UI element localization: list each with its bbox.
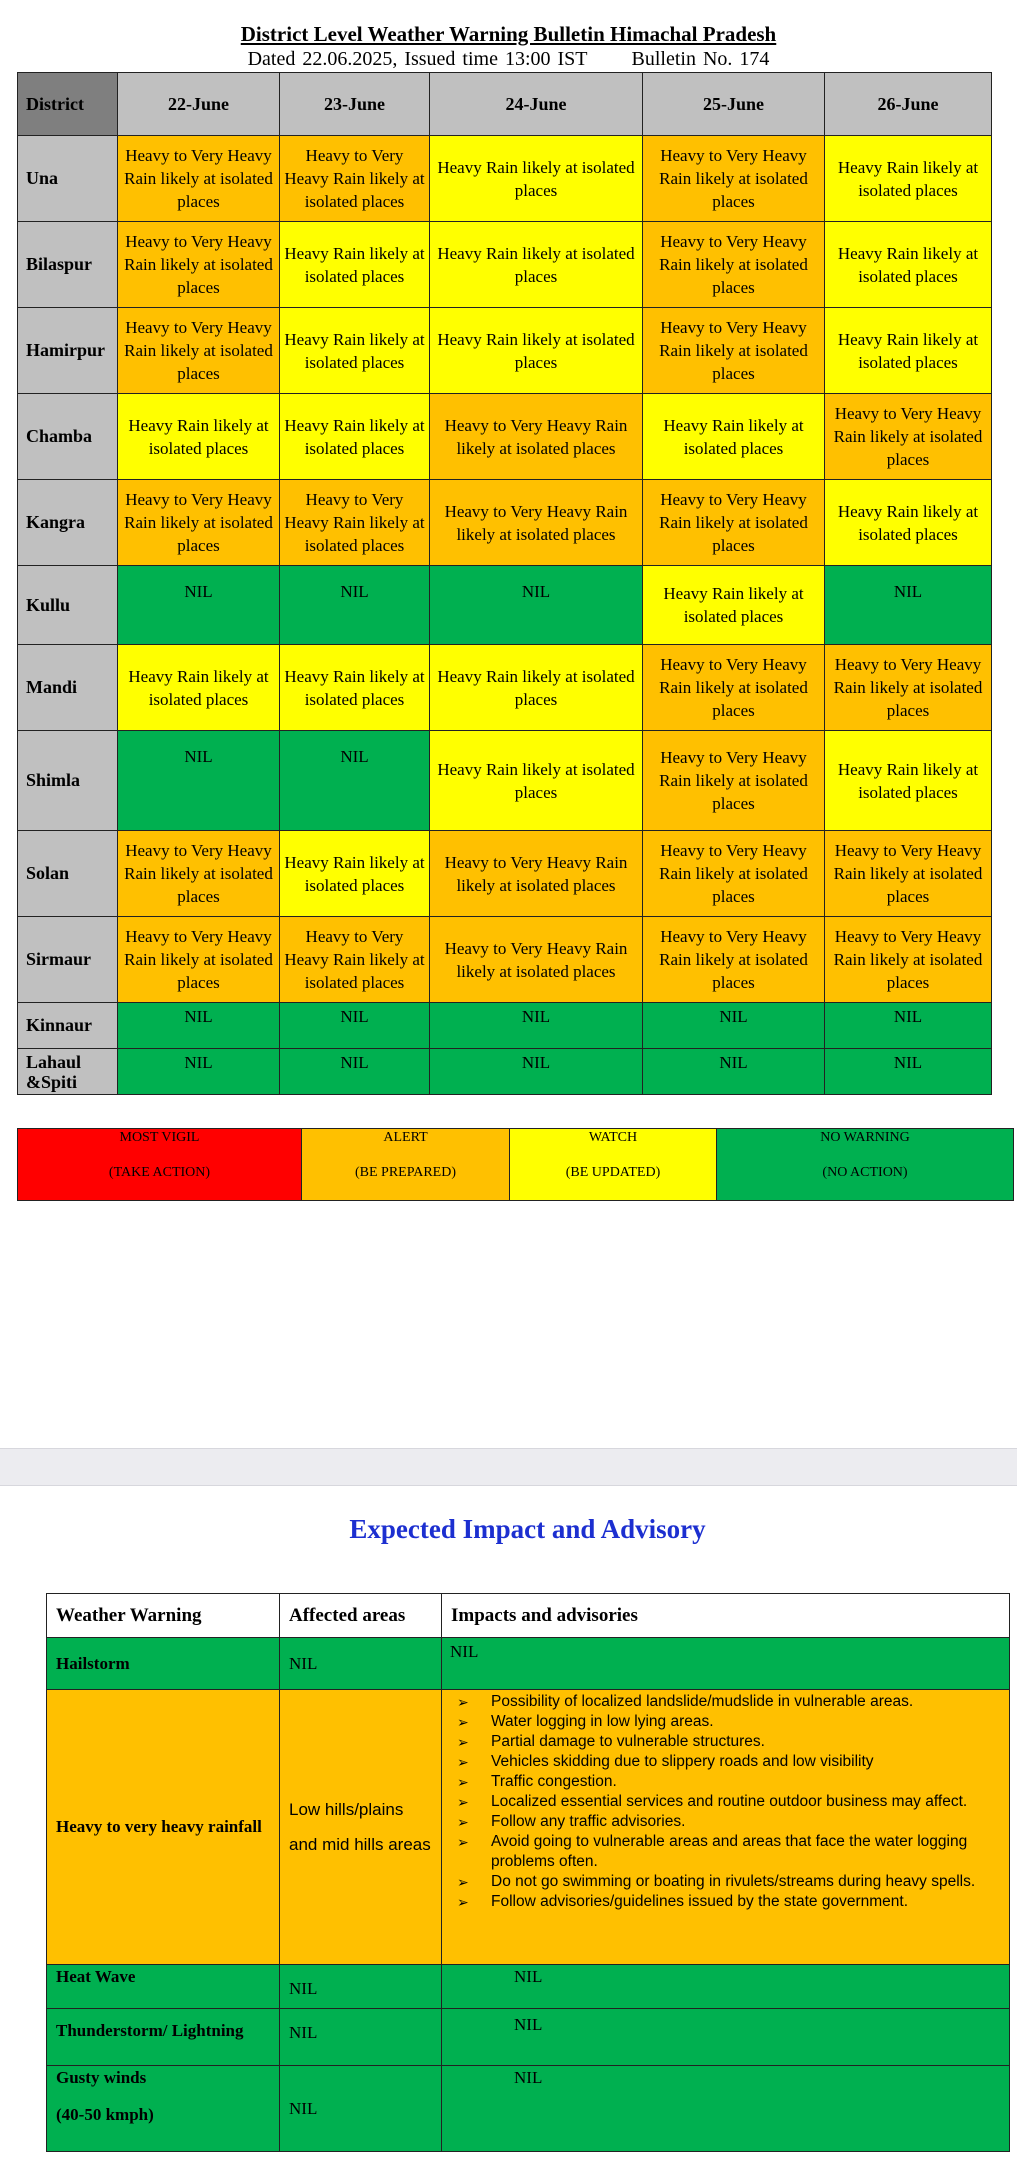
warning-cell: Heavy Rain likely at isolated places: [430, 731, 643, 831]
impact-text: Localized essential services and routine outdoor business may affect.: [491, 1793, 968, 1810]
warning-cell: Heavy to Very Heavy Rain likely at isolated places: [280, 136, 430, 222]
warning-cell: NIL: [118, 1003, 280, 1049]
district-row: [18, 831, 992, 917]
warning-cell: Heavy to Very Heavy Rain likely at isolated places: [430, 394, 643, 480]
advisory-header-row: [47, 1594, 1010, 1638]
warning-cell: Heavy to Very Heavy Rain likely at isolated places: [643, 831, 825, 917]
district-name: Solan: [18, 831, 118, 917]
warning-cell: Heavy Rain likely at isolated places: [430, 645, 643, 731]
impact-item: [457, 1892, 1009, 1912]
date-header: 24-June: [430, 73, 643, 136]
arrow-bullet-icon: ➢: [457, 1814, 469, 1830]
district-row: [18, 222, 992, 308]
district-row: [18, 731, 992, 831]
arrow-bullet-icon: ➢: [457, 1734, 469, 1750]
warning-cell: Heavy to Very Heavy Rain likely at isolated places: [643, 222, 825, 308]
affected-areas: NIL: [280, 2009, 442, 2066]
warning-cell: Heavy Rain likely at isolated places: [118, 394, 280, 480]
warning-cell: Heavy Rain likely at isolated places: [825, 308, 992, 394]
bulletin-page-2: [0, 1486, 1017, 2163]
warning-cell: Heavy to Very Heavy Rain likely at isolated places: [643, 731, 825, 831]
warning-cell: Heavy to Very Heavy Rain likely at isolated places: [430, 480, 643, 566]
district-name: Mandi: [18, 645, 118, 731]
warning-cell: NIL: [430, 1003, 643, 1049]
advisory-row-thunderstorm: [47, 2009, 1010, 2066]
warning-cell: Heavy Rain likely at isolated places: [825, 222, 992, 308]
advisory-header-areas: Affected areas: [280, 1594, 442, 1638]
warning-cell: NIL: [825, 566, 992, 645]
warning-cell: NIL: [430, 1049, 643, 1095]
warning-cell: NIL: [825, 1049, 992, 1095]
impact-text: Follow advisories/guidelines issued by the state government.: [491, 1893, 909, 1910]
warning-cell: Heavy to Very Heavy Rain likely at isolated places: [825, 831, 992, 917]
warning-cell: Heavy Rain likely at isolated places: [280, 222, 430, 308]
impact-item: [457, 1832, 1009, 1872]
district-name: Kullu: [18, 566, 118, 645]
advisory-header-warning: Weather Warning: [47, 1594, 280, 1638]
warning-cell: Heavy Rain likely at isolated places: [430, 136, 643, 222]
impact-text: Traffic congestion.: [491, 1773, 617, 1790]
warning-cell: Heavy to Very Heavy Rain likely at isolated places: [825, 645, 992, 731]
warning-cell: NIL: [280, 566, 430, 645]
impacts: NIL: [442, 1965, 1010, 2009]
warning-name: Thunderstorm/ Lightning: [47, 2009, 280, 2066]
impacts: NIL: [442, 2066, 1010, 2152]
warning-cell: Heavy to Very Heavy Rain likely at isolated places: [825, 917, 992, 1003]
district-row: [18, 308, 992, 394]
warning-cell: Heavy Rain likely at isolated places: [118, 645, 280, 731]
arrow-bullet-icon: ➢: [457, 1894, 469, 1910]
warning-cell: NIL: [643, 1003, 825, 1049]
advisory-title: Expected Impact and Advisory: [349, 1514, 706, 1544]
affected-areas: NIL: [280, 1965, 442, 2009]
advisory-row-gusty: [47, 2066, 1010, 2152]
warning-cell: Heavy Rain likely at isolated places: [825, 731, 992, 831]
affected-areas: NIL: [280, 2066, 442, 2152]
warning-cell: Heavy Rain likely at isolated places: [280, 831, 430, 917]
warning-cell: NIL: [280, 731, 430, 831]
legend-most-vigil: MOST VIGIL (TAKE ACTION): [18, 1129, 302, 1201]
warning-cell: NIL: [825, 1003, 992, 1049]
impact-text: Partial damage to vulnerable structures.: [491, 1733, 765, 1750]
date-header: 26-June: [825, 73, 992, 136]
warning-cell: Heavy to Very Heavy Rain likely at isolated places: [643, 308, 825, 394]
impact-item: [457, 1812, 1009, 1832]
district-row: [18, 1003, 992, 1049]
impact-item: [457, 1712, 1009, 1732]
arrow-bullet-icon: ➢: [457, 1754, 469, 1770]
affected-areas: NIL: [280, 1638, 442, 1690]
bulletin-number: Bulletin No. 174: [631, 48, 770, 70]
impact-text: Vehicles skidding due to slippery roads and low visibility: [491, 1753, 874, 1770]
bulletin-dated: Dated 22.06.2025, Issued time 13:00 IST: [247, 48, 588, 70]
district-row: [18, 480, 992, 566]
district-row: [18, 645, 992, 731]
district-name: Bilaspur: [18, 222, 118, 308]
advisory-header-impacts: Impacts and advisories: [442, 1594, 1010, 1638]
impacts: [442, 1690, 1010, 1965]
warning-cell: Heavy to Very Heavy Rain likely at isolated places: [118, 480, 280, 566]
district-name: Kangra: [18, 480, 118, 566]
warning-cell: Heavy Rain likely at isolated places: [825, 480, 992, 566]
impact-text: Avoid going to vulnerable areas and areas that face the water logging problems often.: [491, 1833, 968, 1870]
warning-name: Heavy to very heavy rainfall: [47, 1690, 280, 1965]
district-row: [18, 394, 992, 480]
warning-name: Heat Wave: [47, 1965, 280, 2009]
warning-name: [47, 2066, 280, 2152]
warning-cell: NIL: [280, 1003, 430, 1049]
warning-title: Gusty winds: [56, 2068, 147, 2087]
warning-cell: Heavy to Very Heavy Rain likely at isolated places: [280, 917, 430, 1003]
legend-table: [17, 1128, 1014, 1201]
district-row: [18, 1049, 992, 1095]
warning-cell: Heavy Rain likely at isolated places: [825, 136, 992, 222]
impact-item: [457, 1792, 1009, 1812]
warning-cell: NIL: [643, 1049, 825, 1095]
district-name: Shimla: [18, 731, 118, 831]
warning-cell: NIL: [118, 566, 280, 645]
impact-text: Do not go swimming or boating in rivulets/streams during heavy spells.: [491, 1873, 976, 1890]
warning-cell: Heavy Rain likely at isolated places: [280, 394, 430, 480]
district-name: Sirmaur: [18, 917, 118, 1003]
advisory-table: [46, 1593, 1010, 2152]
warning-cell: NIL: [280, 1049, 430, 1095]
warning-cell: Heavy to Very Heavy Rain likely at isolated places: [118, 831, 280, 917]
warning-cell: Heavy to Very Heavy Rain likely at isolated places: [643, 645, 825, 731]
warning-cell: Heavy Rain likely at isolated places: [643, 394, 825, 480]
district-name: Hamirpur: [18, 308, 118, 394]
district-name: Chamba: [18, 394, 118, 480]
affected-areas: Low hills/plains and mid hills areas: [280, 1690, 442, 1965]
advisory-row-heatwave: [47, 1965, 1010, 2009]
warning-cell: Heavy Rain likely at isolated places: [280, 645, 430, 731]
warning-cell: Heavy Rain likely at isolated places: [280, 308, 430, 394]
impact-item: [457, 1752, 1009, 1772]
bulletin-title: District Level Weather Warning Bulletin Himachal Pradesh: [240, 22, 777, 46]
warning-cell: NIL: [118, 731, 280, 831]
district-header: District: [18, 73, 118, 136]
warning-cell: Heavy to Very Heavy Rain likely at isolated places: [118, 917, 280, 1003]
district-row: [18, 917, 992, 1003]
legend-no-warning: NO WARNING (NO ACTION): [717, 1129, 1014, 1201]
warning-cell: Heavy to Very Heavy Rain likely at isolated places: [430, 917, 643, 1003]
arrow-bullet-icon: ➢: [457, 1694, 469, 1710]
warning-cell: Heavy to Very Heavy Rain likely at isolated places: [280, 480, 430, 566]
warning-cell: NIL: [430, 566, 643, 645]
impact-text: Follow any traffic advisories.: [491, 1813, 686, 1830]
advisory-row-rainfall: [47, 1690, 1010, 1965]
impact-item: [457, 1872, 1009, 1892]
arrow-bullet-icon: ➢: [457, 1834, 469, 1850]
district-row: [18, 566, 992, 645]
warning-cell: Heavy to Very Heavy Rain likely at isolated places: [118, 222, 280, 308]
advisory-row-hailstorm: [47, 1638, 1010, 1690]
arrow-bullet-icon: ➢: [457, 1874, 469, 1890]
legend-watch: WATCH (BE UPDATED): [510, 1129, 717, 1201]
impacts: NIL: [442, 2009, 1010, 2066]
warning-cell: Heavy to Very Heavy Rain likely at isolated places: [643, 136, 825, 222]
warning-cell: Heavy to Very Heavy Rain likely at isolated places: [643, 917, 825, 1003]
arrow-bullet-icon: ➢: [457, 1714, 469, 1730]
legend-alert: ALERT (BE PREPARED): [302, 1129, 510, 1201]
district-row: [18, 136, 992, 222]
district-name: Lahaul &Spiti: [18, 1049, 118, 1095]
date-header: 25-June: [643, 73, 825, 136]
impact-item: [457, 1692, 1009, 1712]
impacts-list: [451, 1692, 1009, 1912]
warning-cell: Heavy Rain likely at isolated places: [643, 566, 825, 645]
warning-name: Hailstorm: [47, 1638, 280, 1690]
warning-table-header: [18, 73, 992, 136]
arrow-bullet-icon: ➢: [457, 1774, 469, 1790]
warning-cell: Heavy to Very Heavy Rain likely at isolated places: [825, 394, 992, 480]
impact-item: [457, 1772, 1009, 1792]
warning-cell: Heavy Rain likely at isolated places: [430, 308, 643, 394]
district-name: Kinnaur: [18, 1003, 118, 1049]
district-name: Una: [18, 136, 118, 222]
date-header: 23-June: [280, 73, 430, 136]
impact-text: Water logging in low lying areas.: [491, 1713, 714, 1730]
page-separator: [0, 1448, 1017, 1486]
warning-table: [17, 72, 992, 1095]
warning-cell: Heavy to Very Heavy Rain likely at isolated places: [118, 136, 280, 222]
impact-text: Possibility of localized landslide/mudslide in vulnerable areas.: [491, 1693, 914, 1710]
warning-cell: Heavy to Very Heavy Rain likely at isolated places: [643, 480, 825, 566]
warning-cell: NIL: [118, 1049, 280, 1095]
warning-cell: Heavy to Very Heavy Rain likely at isolated places: [118, 308, 280, 394]
impact-item: [457, 1732, 1009, 1752]
warning-cell: Heavy Rain likely at isolated places: [430, 222, 643, 308]
bulletin-subtitle: [0, 48, 1017, 71]
arrow-bullet-icon: ➢: [457, 1794, 469, 1810]
date-header: 22-June: [118, 73, 280, 136]
impacts: NIL: [442, 1638, 1010, 1690]
warning-cell: Heavy to Very Heavy Rain likely at isolated places: [430, 831, 643, 917]
warning-subtitle: (40-50 kmph): [56, 2105, 154, 2124]
